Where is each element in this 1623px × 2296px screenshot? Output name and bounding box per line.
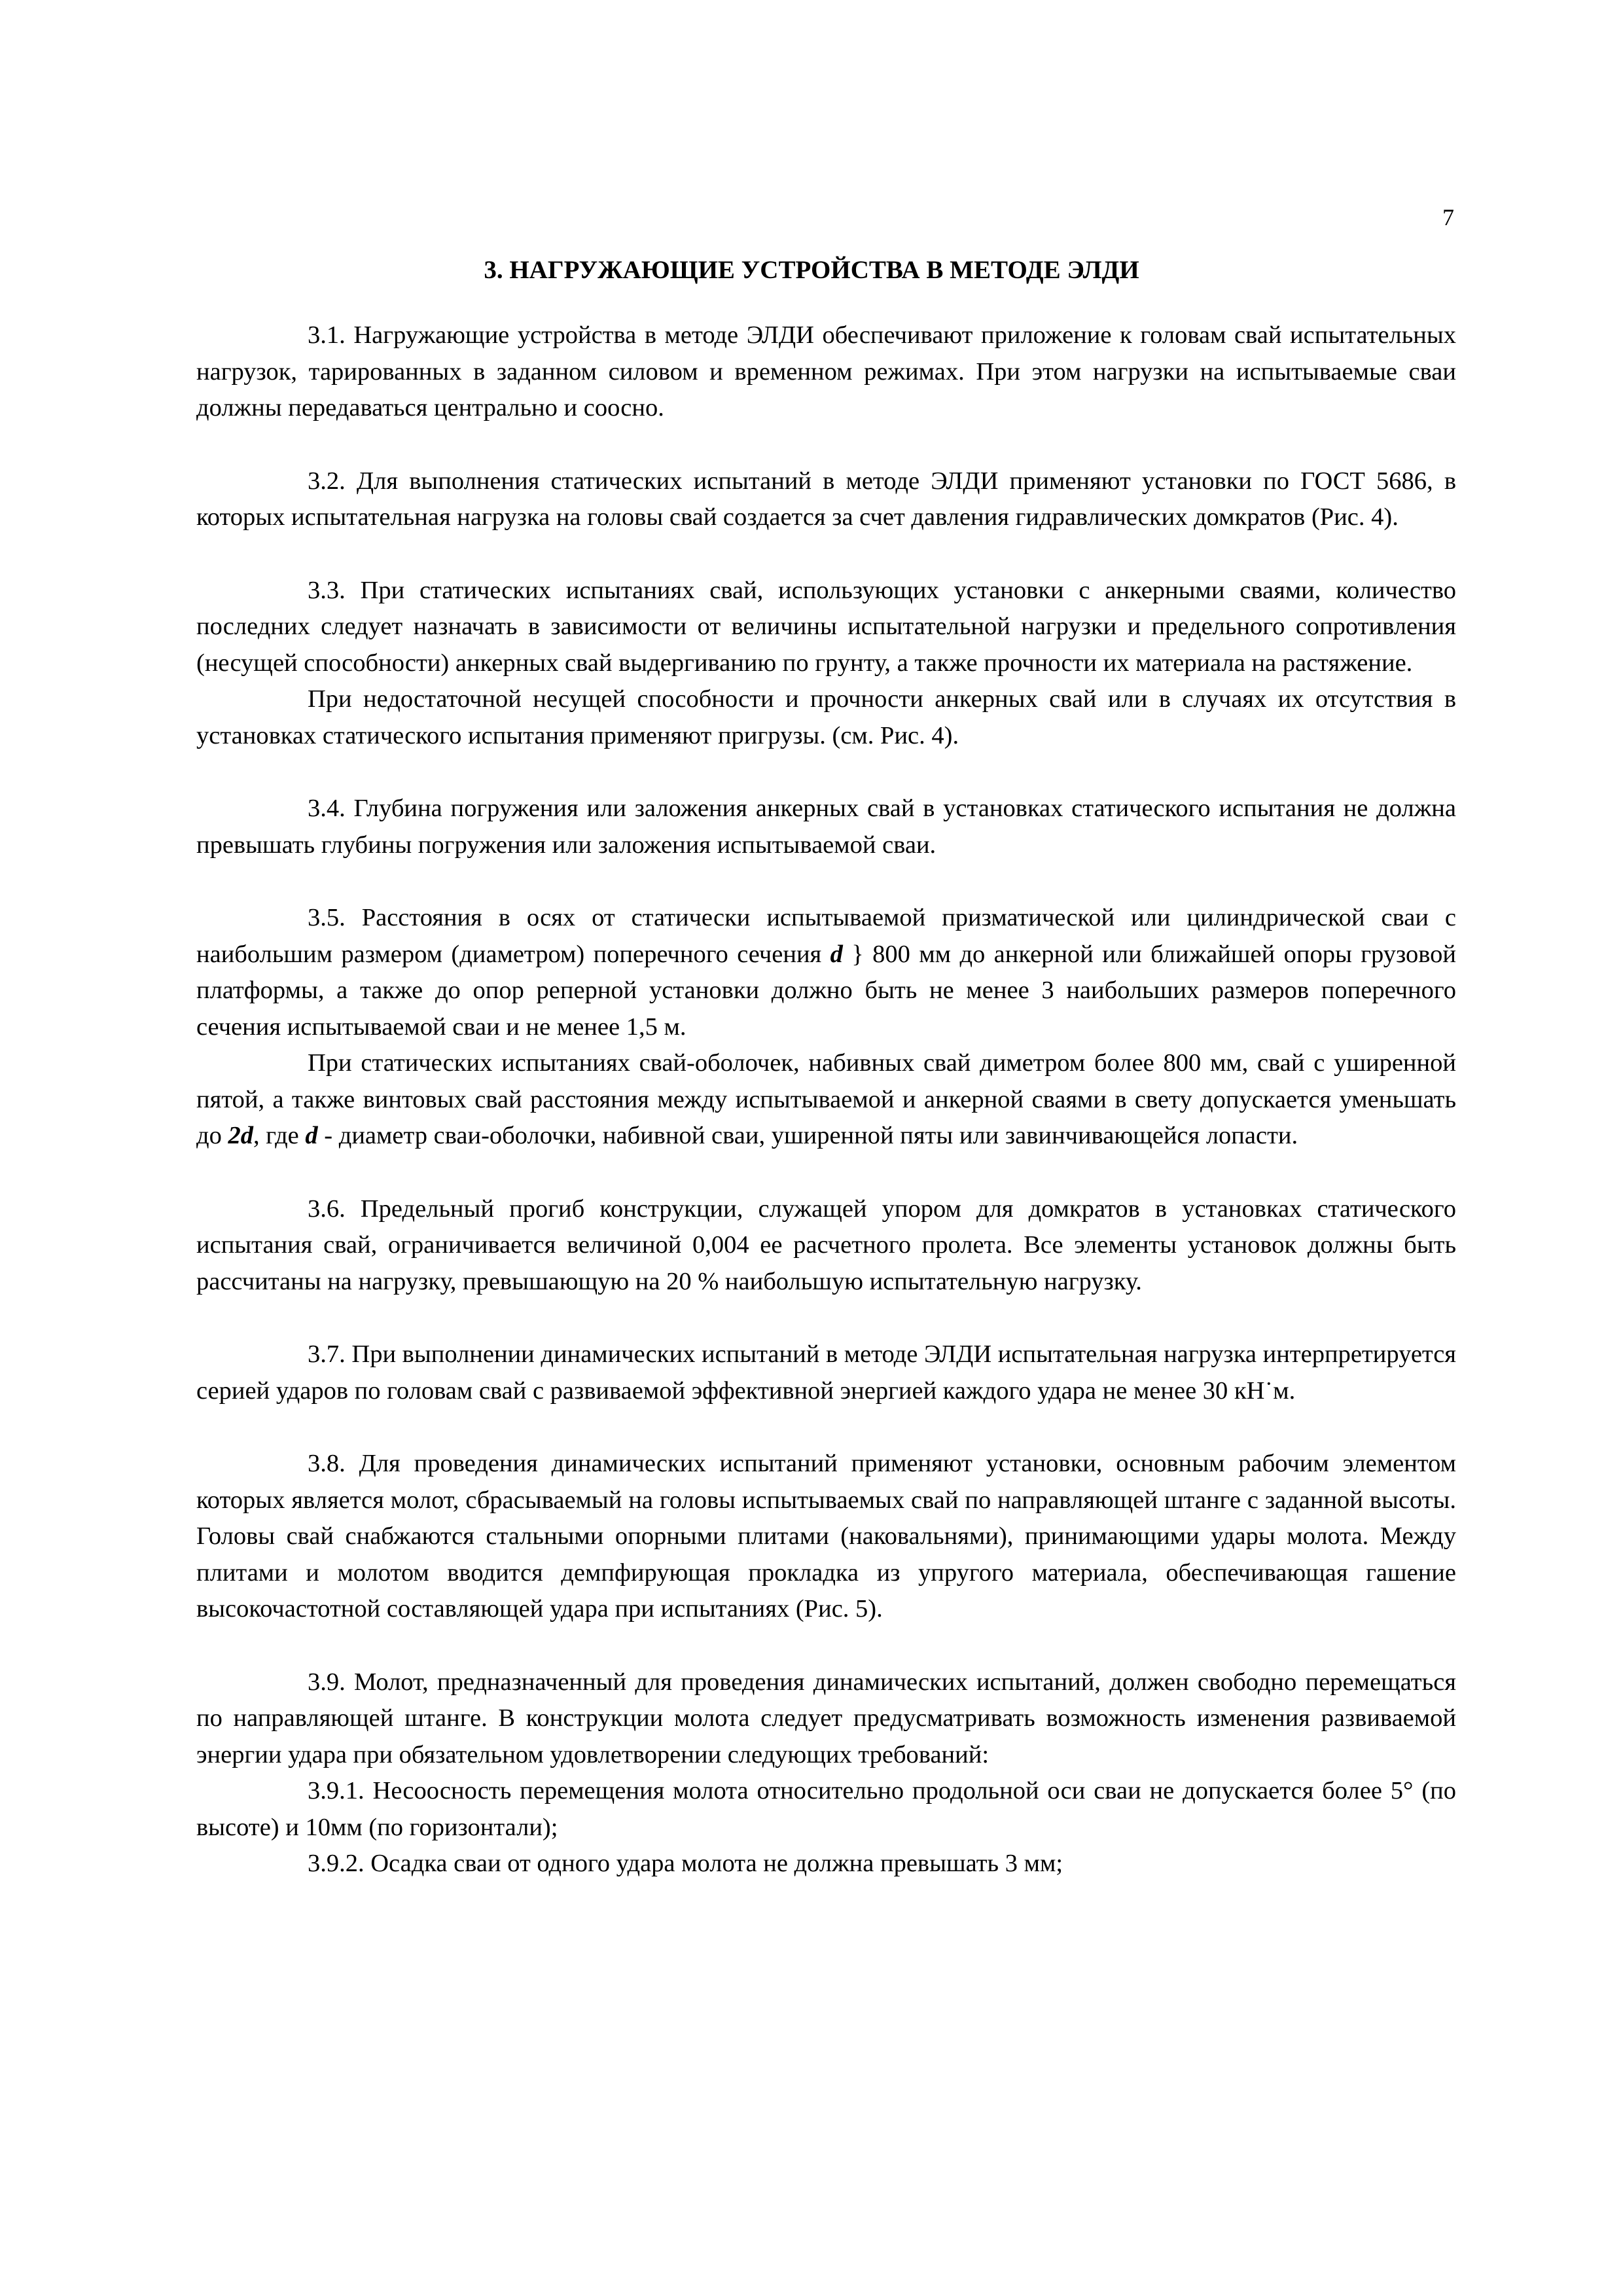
double-diameter-symbol: 2d (228, 1122, 253, 1149)
paragraph-3-7: 3.7. При выполнении динамических испытаний в методе ЭЛДИ испытательная нагрузка интерпретируется серией ударов по головам свай с развиваемой эффективной энергией каждого удара не менее 30 кН˙м. (196, 1340, 1456, 1405)
paragraph-3-5b-text-2: , где (253, 1122, 306, 1149)
paragraph-3-3-continued: При недостаточной несущей способности и прочности анкерных свай или в случаях их отсутствия в установках статического испытания применяют пригрузы. (см. Рис. 4). (196, 685, 1456, 749)
paragraph-3-8: 3.8. Для проведения динамических испытаний применяют установки, основным рабочим элементом которых является молот, сбрасываемый на головы испытываемых свай по направляющей штанге с заданной высоты. Головы свай снабжаются стальными опорными плитами (наковальнями), принимающими удары молота. Между плитами и молотом вводится демпфирующая прокладка из упругого материала, обеспечивающая гашение высокочастотной составляющей удара при испытаниях (Рис. 5). (196, 1450, 1456, 1623)
paragraph-3-5-text-2: } 800 мм до анкерной или ближайшей опоры грузовой платформы, а также до опор реперной установки должно быть не менее 3 наибольших размеров поперечного сечения испытываемой сваи и не менее 1,5 м. (196, 940, 1456, 1041)
paragraph-3-5-text-1: 3.5. Расстояния в осях от статически испытываемой призматической или цилиндрической сваи с наибольшим размером (диаметром) поперечного сечения (196, 904, 1456, 968)
paragraph-3-2: 3.2. Для выполнения статических испытаний в методе ЭЛДИ применяют установки по ГОСТ 5686, в которых испытательная нагрузка на головы свай создается за счет давления гидравлических домкратов (Рис. 4). (196, 467, 1456, 531)
paragraph-3-1: 3.1. Нагружающие устройства в методе ЭЛДИ обеспечивают приложение к головам свай испытательных нагрузок, тарированных в заданном силовом и временном режимах. При этом нагрузки на испытываемые сваи должны передаваться центрально и соосно. (196, 321, 1456, 422)
paragraph-3-9: 3.9. Молот, предназначенный для проведения динамических испытаний, должен свободно перемещаться по направляющей штанге. В конструкции молота следует предусматривать возможность изменения развиваемой энергии удара при обязательном удовлетворении следующих требований: (196, 1668, 1456, 1768)
paragraph-3-9-2: 3.9.2. Осадка сваи от одного удара молота не должна превышать 3 мм; (308, 1850, 1063, 1877)
body-text (196, 317, 1456, 1882)
paragraph-3-5b-text-1: При статических испытаниях свай-оболочек, набивных свай диметром более 800 мм, свай с уширенной пятой, а также винтовых свай расстояния между испытываемой и анкерной сваями в свету допускается уменьшать до (196, 1049, 1456, 1149)
section-heading: 3. НАГРУЖАЮЩИЕ УСТРОЙСТВА В МЕТОДЕ ЭЛДИ (484, 256, 1139, 284)
diameter-symbol-2: d (305, 1122, 318, 1149)
paragraph-3-5-continued (196, 1045, 1456, 1155)
paragraph-3-5b-text-3: - диаметр сваи-оболочки, набивной сваи, уширенной пяты или завинчивающейся лопасти. (317, 1122, 1298, 1149)
paragraph-3-3: 3.3. При статических испытаниях свай, использующих установки с анкерными сваями, количество последних следует назначать в зависимости от величины испытательной нагрузки и предельного сопротивления (несущей способности) анкерных свай выдергиванию по грунту, а также прочности их материала на растяжение. (196, 576, 1456, 677)
paragraph-3-6: 3.6. Предельный прогиб конструкции, служащей упором для домкратов в установках статического испытания свай, ограничивается величиной 0,004 ее расчетного пролета. Все элементы установок должны быть рассчитаны на нагрузку, превышающую на 20 % наибольшую испытательную нагрузку. (196, 1194, 1456, 1295)
paragraph-3-9-1: 3.9.1. Несоосность перемещения молота относительно продольной оси сваи не допускается более 5° (по высоте) и 10мм (по горизонтали); (196, 1777, 1456, 1841)
paragraph-3-4: 3.4. Глубина погружения или заложения анкерных свай в установках статического испытания не должна превышать глубины погружения или заложения испытываемой сваи. (196, 795, 1456, 859)
page-number: 7 (1442, 204, 1454, 230)
diameter-symbol: d (830, 940, 843, 968)
paragraph-3-5 (196, 900, 1456, 1045)
